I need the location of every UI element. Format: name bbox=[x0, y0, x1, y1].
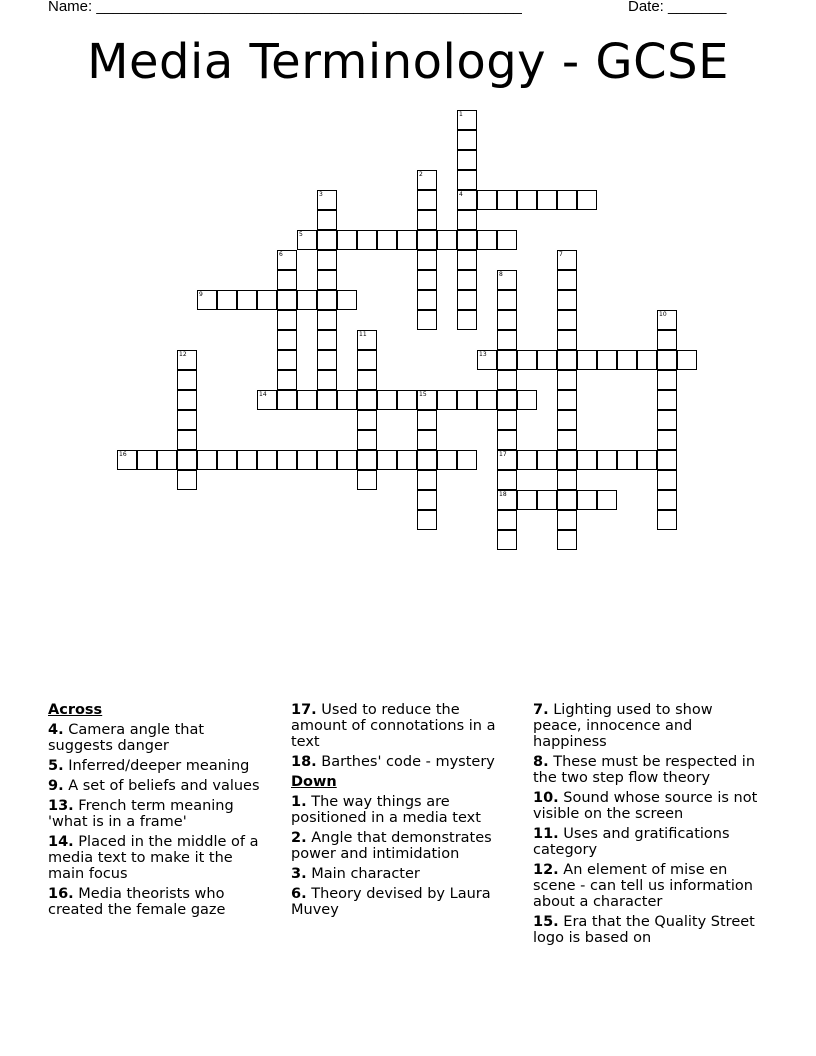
clue-number: 7 bbox=[559, 251, 563, 258]
grid-cell[interactable] bbox=[657, 310, 677, 330]
grid-cell[interactable] bbox=[557, 350, 577, 370]
clue-number-label: 7. bbox=[533, 702, 549, 718]
clue-text: Uses and gratifications category bbox=[533, 826, 730, 858]
grid-cell[interactable] bbox=[417, 190, 437, 210]
grid-cell[interactable] bbox=[557, 370, 577, 390]
clue-number: 13 bbox=[479, 351, 487, 358]
grid-cell[interactable] bbox=[177, 350, 197, 370]
grid-cell[interactable] bbox=[357, 410, 377, 430]
grid-cell[interactable] bbox=[397, 450, 417, 470]
clue-number: 9 bbox=[199, 291, 203, 298]
grid-cell[interactable] bbox=[557, 330, 577, 350]
name-field-label: Name: ___________________________________________________ bbox=[48, 0, 522, 15]
down-heading: Down bbox=[291, 774, 337, 790]
grid-cell[interactable] bbox=[497, 330, 517, 350]
grid-cell[interactable] bbox=[197, 450, 217, 470]
clues-column-2 bbox=[291, 702, 516, 922]
grid-cell[interactable] bbox=[297, 290, 317, 310]
clue-number: 3 bbox=[319, 191, 323, 198]
grid-cell[interactable] bbox=[417, 250, 437, 270]
grid-cell[interactable] bbox=[657, 330, 677, 350]
clue-number-label: 1. bbox=[291, 794, 307, 810]
clue-number-label: 16. bbox=[48, 886, 74, 902]
grid-cell[interactable] bbox=[337, 230, 357, 250]
grid-cell[interactable] bbox=[597, 450, 617, 470]
clue-text: The way things are positioned in a media text bbox=[291, 794, 481, 826]
grid-cell[interactable] bbox=[377, 230, 397, 250]
grid-cell[interactable] bbox=[497, 470, 517, 490]
grid-cell[interactable] bbox=[517, 390, 537, 410]
grid-cell[interactable] bbox=[497, 450, 517, 470]
grid-cell[interactable] bbox=[657, 490, 677, 510]
grid-cell[interactable] bbox=[417, 450, 437, 470]
clue-number-label: 17. bbox=[291, 702, 317, 718]
across-clue bbox=[48, 886, 273, 918]
down-clue bbox=[533, 826, 758, 858]
grid-cell[interactable] bbox=[377, 390, 397, 410]
clue-text: Lighting used to show peace, innocence and happiness bbox=[533, 702, 713, 750]
grid-cell[interactable] bbox=[257, 290, 277, 310]
grid-cell[interactable] bbox=[137, 450, 157, 470]
grid-cell[interactable] bbox=[297, 230, 317, 250]
grid-cell[interactable] bbox=[157, 450, 177, 470]
clue-text: Angle that demonstrates power and intimidation bbox=[291, 830, 492, 862]
grid-cell[interactable] bbox=[197, 290, 217, 310]
down-clue-list-continued bbox=[533, 702, 758, 946]
grid-cell[interactable] bbox=[557, 470, 577, 490]
down-clue bbox=[291, 830, 516, 862]
down-clue bbox=[533, 702, 758, 750]
grid-cell[interactable] bbox=[557, 270, 577, 290]
grid-cell[interactable] bbox=[457, 170, 477, 190]
grid-cell[interactable] bbox=[457, 450, 477, 470]
clue-number: 12 bbox=[179, 351, 187, 358]
grid-cell[interactable] bbox=[677, 350, 697, 370]
grid-cell[interactable] bbox=[217, 450, 237, 470]
grid-cell[interactable] bbox=[657, 350, 677, 370]
grid-cell[interactable] bbox=[377, 450, 397, 470]
grid-cell[interactable] bbox=[357, 230, 377, 250]
clue-number: 16 bbox=[119, 451, 127, 458]
across-clue bbox=[48, 798, 273, 830]
clue-text: Media theorists who created the female gaze bbox=[48, 886, 226, 918]
grid-cell[interactable] bbox=[557, 410, 577, 430]
grid-cell[interactable] bbox=[557, 530, 577, 550]
grid-cell[interactable] bbox=[497, 410, 517, 430]
grid-cell[interactable] bbox=[617, 450, 637, 470]
grid-cell[interactable] bbox=[557, 490, 577, 510]
across-clue bbox=[291, 754, 516, 770]
grid-cell[interactable] bbox=[317, 390, 337, 410]
grid-cell[interactable] bbox=[277, 290, 297, 310]
grid-cell[interactable] bbox=[497, 390, 517, 410]
grid-cell[interactable] bbox=[617, 350, 637, 370]
clue-number-label: 5. bbox=[48, 758, 64, 774]
grid-cell[interactable] bbox=[497, 430, 517, 450]
grid-cell[interactable] bbox=[457, 230, 477, 250]
grid-cell[interactable] bbox=[277, 450, 297, 470]
page-title: Media Terminology - GCSE bbox=[87, 34, 729, 90]
clue-number-label: 12. bbox=[533, 862, 559, 878]
grid-cell[interactable] bbox=[277, 250, 297, 270]
grid-cell[interactable] bbox=[177, 390, 197, 410]
clue-number-label: 4. bbox=[48, 722, 64, 738]
grid-cell[interactable] bbox=[657, 450, 677, 470]
grid-cell[interactable] bbox=[317, 210, 337, 230]
grid-cell[interactable] bbox=[217, 290, 237, 310]
grid-cell[interactable] bbox=[517, 190, 537, 210]
grid-cell[interactable] bbox=[437, 450, 457, 470]
grid-cell[interactable] bbox=[537, 490, 557, 510]
grid-cell[interactable] bbox=[417, 210, 437, 230]
grid-cell[interactable] bbox=[597, 350, 617, 370]
down-clue bbox=[291, 794, 516, 826]
grid-cell[interactable] bbox=[497, 270, 517, 290]
grid-cell[interactable] bbox=[557, 430, 577, 450]
grid-cell[interactable] bbox=[357, 330, 377, 350]
clue-number: 6 bbox=[279, 251, 283, 258]
grid-cell[interactable] bbox=[317, 290, 337, 310]
grid-cell[interactable] bbox=[457, 150, 477, 170]
clue-text: Used to reduce the amount of connotations in a text bbox=[291, 702, 496, 750]
grid-cell[interactable] bbox=[637, 350, 657, 370]
grid-cell[interactable] bbox=[317, 350, 337, 370]
grid-cell[interactable] bbox=[417, 490, 437, 510]
across-clue-list bbox=[48, 722, 273, 918]
grid-cell[interactable] bbox=[277, 310, 297, 330]
grid-cell[interactable] bbox=[357, 350, 377, 370]
clue-number-label: 2. bbox=[291, 830, 307, 846]
grid-cell[interactable] bbox=[557, 450, 577, 470]
grid-cell[interactable] bbox=[357, 390, 377, 410]
grid-cell[interactable] bbox=[317, 310, 337, 330]
grid-cell[interactable] bbox=[577, 490, 597, 510]
grid-cell[interactable] bbox=[417, 390, 437, 410]
grid-cell[interactable] bbox=[457, 290, 477, 310]
down-clue bbox=[291, 866, 516, 882]
clue-number-label: 14. bbox=[48, 834, 74, 850]
grid-cell[interactable] bbox=[297, 390, 317, 410]
grid-cell[interactable] bbox=[417, 290, 437, 310]
grid-cell[interactable] bbox=[317, 270, 337, 290]
grid-cell[interactable] bbox=[557, 390, 577, 410]
grid-cell[interactable] bbox=[577, 190, 597, 210]
clue-number-label: 10. bbox=[533, 790, 559, 806]
grid-cell[interactable] bbox=[497, 230, 517, 250]
grid-cell[interactable] bbox=[177, 430, 197, 450]
grid-cell[interactable] bbox=[417, 170, 437, 190]
grid-cell[interactable] bbox=[497, 290, 517, 310]
grid-cell[interactable] bbox=[257, 450, 277, 470]
down-clue bbox=[533, 790, 758, 822]
grid-cell[interactable] bbox=[317, 370, 337, 390]
grid-cell[interactable] bbox=[657, 470, 677, 490]
clue-number: 11 bbox=[359, 331, 367, 338]
across-clue bbox=[48, 834, 273, 882]
grid-cell[interactable] bbox=[297, 450, 317, 470]
clue-number-label: 8. bbox=[533, 754, 549, 770]
down-clue bbox=[291, 886, 516, 918]
clue-text: Placed in the middle of a media text to make it the main focus bbox=[48, 834, 259, 882]
grid-cell[interactable] bbox=[317, 190, 337, 210]
clue-number-label: 3. bbox=[291, 866, 307, 882]
clues-column-3 bbox=[533, 702, 758, 950]
grid-cell[interactable] bbox=[557, 250, 577, 270]
clue-text: Theory devised by Laura Muvey bbox=[291, 886, 491, 918]
grid-cell[interactable] bbox=[457, 210, 477, 230]
grid-cell[interactable] bbox=[417, 510, 437, 530]
clue-text: These must be respected in the two step flow theory bbox=[533, 754, 756, 786]
grid-cell[interactable] bbox=[557, 510, 577, 530]
grid-cell[interactable] bbox=[397, 230, 417, 250]
clue-text: A set of beliefs and values bbox=[63, 778, 260, 794]
grid-cell[interactable] bbox=[177, 470, 197, 490]
clue-text: Sound whose source is not visible on the screen bbox=[533, 790, 758, 822]
grid-cell[interactable] bbox=[517, 350, 537, 370]
clue-number-label: 15. bbox=[533, 914, 559, 930]
across-clue bbox=[291, 702, 516, 750]
grid-cell[interactable] bbox=[497, 370, 517, 390]
grid-cell[interactable] bbox=[237, 290, 257, 310]
grid-cell[interactable] bbox=[557, 290, 577, 310]
clue-number: 4 bbox=[459, 191, 463, 198]
clue-text: Main character bbox=[306, 866, 420, 882]
grid-cell[interactable] bbox=[177, 450, 197, 470]
grid-cell[interactable] bbox=[457, 130, 477, 150]
grid-cell[interactable] bbox=[457, 270, 477, 290]
clue-number-label: 11. bbox=[533, 826, 559, 842]
clue-number: 1 bbox=[459, 111, 463, 118]
across-heading: Across bbox=[48, 702, 103, 718]
grid-cell[interactable] bbox=[517, 490, 537, 510]
grid-cell[interactable] bbox=[537, 450, 557, 470]
grid-cell[interactable] bbox=[337, 290, 357, 310]
grid-cell[interactable] bbox=[457, 390, 477, 410]
clue-number-label: 9. bbox=[48, 778, 64, 794]
grid-cell[interactable] bbox=[177, 370, 197, 390]
grid-cell[interactable] bbox=[657, 510, 677, 530]
grid-cell[interactable] bbox=[457, 110, 477, 130]
clue-text: French term meaning 'what is in a frame' bbox=[48, 798, 234, 830]
grid-cell[interactable] bbox=[477, 390, 497, 410]
grid-cell[interactable] bbox=[497, 490, 517, 510]
grid-cell[interactable] bbox=[497, 350, 517, 370]
grid-cell[interactable] bbox=[357, 470, 377, 490]
clue-number: 2 bbox=[419, 171, 423, 178]
grid-cell[interactable] bbox=[417, 410, 437, 430]
grid-cell[interactable] bbox=[277, 330, 297, 350]
grid-cell[interactable] bbox=[237, 450, 257, 470]
clue-text: Era that the Quality Street logo is based on bbox=[533, 914, 755, 946]
grid-cell[interactable] bbox=[337, 390, 357, 410]
grid-cell[interactable] bbox=[117, 450, 137, 470]
grid-cell[interactable] bbox=[337, 450, 357, 470]
clue-number-label: 13. bbox=[48, 798, 74, 814]
grid-cell[interactable] bbox=[497, 530, 517, 550]
clue-number-label: 18. bbox=[291, 754, 317, 770]
grid-cell[interactable] bbox=[417, 430, 437, 450]
grid-cell[interactable] bbox=[657, 370, 677, 390]
grid-cell[interactable] bbox=[177, 410, 197, 430]
grid-cell[interactable] bbox=[317, 330, 337, 350]
grid-cell[interactable] bbox=[457, 310, 477, 330]
grid-cell[interactable] bbox=[317, 250, 337, 270]
grid-cell[interactable] bbox=[277, 270, 297, 290]
clue-number: 5 bbox=[299, 231, 303, 238]
down-clue bbox=[533, 914, 758, 946]
grid-cell[interactable] bbox=[597, 490, 617, 510]
across-clue bbox=[48, 722, 273, 754]
clue-number: 18 bbox=[499, 491, 507, 498]
down-clue bbox=[533, 862, 758, 910]
clue-text: Camera angle that suggests danger bbox=[48, 722, 205, 754]
grid-cell[interactable] bbox=[477, 190, 497, 210]
across-clue bbox=[48, 758, 273, 774]
grid-cell[interactable] bbox=[397, 390, 417, 410]
grid-cell[interactable] bbox=[657, 410, 677, 430]
grid-cell[interactable] bbox=[537, 190, 557, 210]
grid-cell[interactable] bbox=[317, 450, 337, 470]
grid-cell[interactable] bbox=[357, 370, 377, 390]
grid-cell[interactable] bbox=[657, 430, 677, 450]
grid-cell[interactable] bbox=[497, 310, 517, 330]
down-clue-list bbox=[291, 794, 516, 918]
grid-cell[interactable] bbox=[577, 350, 597, 370]
grid-cell[interactable] bbox=[437, 230, 457, 250]
grid-cell[interactable] bbox=[637, 450, 657, 470]
grid-cell[interactable] bbox=[357, 450, 377, 470]
grid-cell[interactable] bbox=[657, 390, 677, 410]
clue-number: 10 bbox=[659, 311, 667, 318]
grid-cell[interactable] bbox=[517, 450, 537, 470]
clue-text: An element of mise en scene - can tell us information about a character bbox=[533, 862, 753, 910]
grid-cell[interactable] bbox=[477, 230, 497, 250]
grid-cell[interactable] bbox=[417, 310, 437, 330]
grid-cell[interactable] bbox=[497, 190, 517, 210]
grid-cell[interactable] bbox=[457, 250, 477, 270]
grid-cell[interactable] bbox=[277, 390, 297, 410]
down-clue bbox=[533, 754, 758, 786]
date-field-label: Date: _______ bbox=[628, 0, 727, 15]
across-clue-list-continued bbox=[291, 702, 516, 770]
clue-number-label: 6. bbox=[291, 886, 307, 902]
clue-number: 15 bbox=[419, 391, 427, 398]
grid-cell[interactable] bbox=[417, 270, 437, 290]
grid-cell[interactable] bbox=[497, 510, 517, 530]
grid-cell[interactable] bbox=[417, 230, 437, 250]
grid-cell[interactable] bbox=[437, 390, 457, 410]
grid-cell[interactable] bbox=[557, 310, 577, 330]
clue-number: 14 bbox=[259, 391, 267, 398]
grid-cell[interactable] bbox=[457, 190, 477, 210]
grid-cell[interactable] bbox=[357, 430, 377, 450]
grid-cell[interactable] bbox=[417, 470, 437, 490]
clue-number: 8 bbox=[499, 271, 503, 278]
clue-text: Barthes' code - mystery bbox=[316, 754, 495, 770]
grid-cell[interactable] bbox=[257, 390, 277, 410]
grid-cell[interactable] bbox=[277, 370, 297, 390]
grid-cell[interactable] bbox=[557, 190, 577, 210]
clue-text: Inferred/deeper meaning bbox=[63, 758, 250, 774]
clues-column-1 bbox=[48, 702, 273, 922]
clue-number: 17 bbox=[499, 451, 507, 458]
grid-cell[interactable] bbox=[277, 350, 297, 370]
across-clue bbox=[48, 778, 273, 794]
grid-cell[interactable] bbox=[577, 450, 597, 470]
grid-cell[interactable] bbox=[537, 350, 557, 370]
grid-cell[interactable] bbox=[477, 350, 497, 370]
grid-cell[interactable] bbox=[317, 230, 337, 250]
